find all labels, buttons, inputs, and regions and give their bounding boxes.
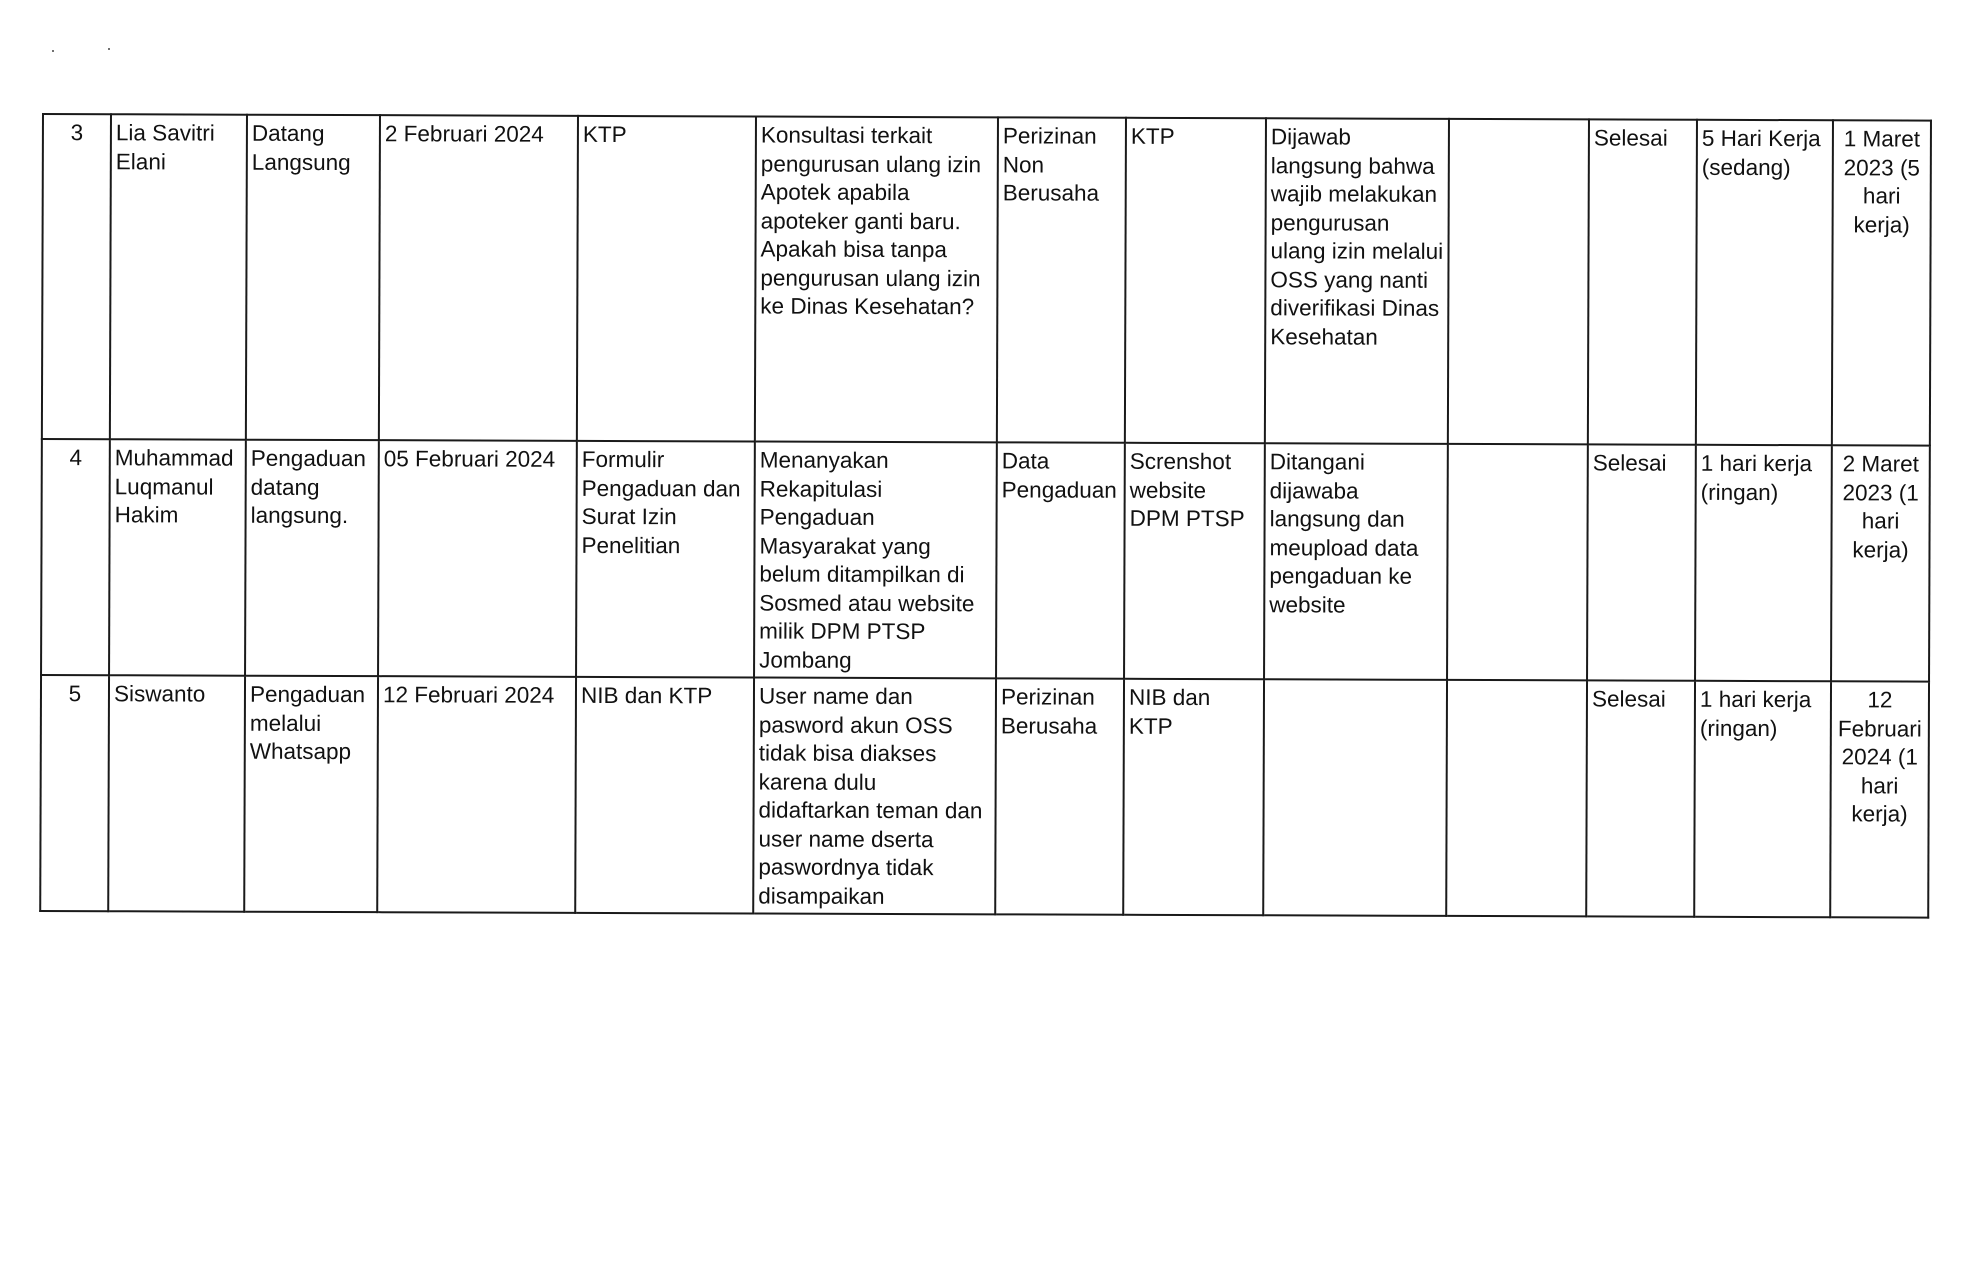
cell-bukti: Screnshot website DPM PTSP — [1124, 443, 1265, 679]
cell-status: Selesai — [1587, 444, 1696, 680]
table-row — [40, 675, 1929, 918]
cell-identitas: KTP — [577, 116, 756, 442]
cell-tanggal: 12 Februari 2024 — [377, 676, 576, 913]
cell-tanggal: 05 Februari 2024 — [378, 440, 577, 677]
scan-speck — [52, 50, 54, 52]
cell-uraian: Menanyakan Rekapitulasi Pengaduan Masyarakat yang belum ditampilkan di Sosmed atau website milik DPM PTSP Jombang — [754, 441, 997, 678]
cell-tindak-lanjut: Dijawab langsung bahwa wajib melakukan pengurusan ulang izin melalui OSS yang nanti diverifikasi Dinas Kesehatan — [1265, 118, 1449, 444]
cell-nama: Siswanto — [108, 675, 245, 911]
cell-status: Selesai — [1588, 119, 1697, 444]
cell-kategori: 5 Hari Kerja (sedang) — [1696, 120, 1833, 445]
cell-nama: Muhammad Luqmanul Hakim — [109, 439, 246, 675]
cell-cara: Pengaduan melalui Whatsapp — [244, 676, 378, 912]
cell-jenis: Perizinan Non Berusaha — [997, 117, 1126, 442]
cell-bukti: KTP — [1125, 118, 1266, 443]
cell-no: 3 — [42, 114, 111, 439]
cell-keterangan — [1446, 680, 1587, 916]
cell-kategori: 1 hari kerja (ringan) — [1695, 445, 1832, 681]
scan-speck — [108, 48, 110, 50]
cell-bukti: NIB dan KTP — [1123, 679, 1264, 915]
cell-tanggal: 2 Februari 2024 — [379, 115, 578, 441]
cell-nama: Lia Savitri Elani — [110, 114, 247, 439]
cell-no: 5 — [40, 675, 109, 911]
cell-jenis: Data Pengaduan — [996, 442, 1125, 678]
cell-jenis: Perizinan Berusaha — [995, 678, 1124, 914]
cell-uraian: Konsultasi terkait pengurusan ulang izin Apotek apabila apoteker ganti baru. Apakah bisa tanpa pengurusan ulang izin ke Dinas Kesehatan? — [755, 116, 998, 442]
cell-tindak-lanjut — [1263, 679, 1447, 916]
cell-status: Selesai — [1586, 680, 1695, 916]
cell-identitas: NIB dan KTP — [575, 677, 754, 914]
cell-cara: Pengaduan datang langsung. — [245, 440, 379, 676]
complaint-table — [39, 113, 1932, 919]
cell-identitas: Formulir Pengaduan dan Surat Izin Penelitian — [576, 441, 755, 678]
cell-waktu: 2 Maret 2023 (1 hari kerja) — [1831, 445, 1930, 681]
cell-cara: Datang Langsung — [246, 115, 380, 440]
table-row — [41, 439, 1930, 682]
cell-no: 4 — [41, 439, 110, 675]
cell-keterangan — [1447, 444, 1588, 680]
cell-kategori: 1 hari kerja (ringan) — [1694, 681, 1831, 917]
table-row — [42, 114, 1931, 446]
cell-keterangan — [1448, 119, 1589, 444]
cell-waktu: 12 Februari 2024 (1 hari kerja) — [1830, 681, 1929, 917]
cell-tindak-lanjut: Ditangani dijawaba langsung dan meupload data pengaduan ke website — [1264, 443, 1448, 680]
cell-waktu: 1 Maret 2023 (5 hari kerja) — [1832, 120, 1931, 445]
cell-uraian: User name dan pasword akun OSS tidak bisa diakses karena dulu didaftarkan teman dan user name dserta paswordnya tidak disampaikan — [753, 677, 996, 914]
